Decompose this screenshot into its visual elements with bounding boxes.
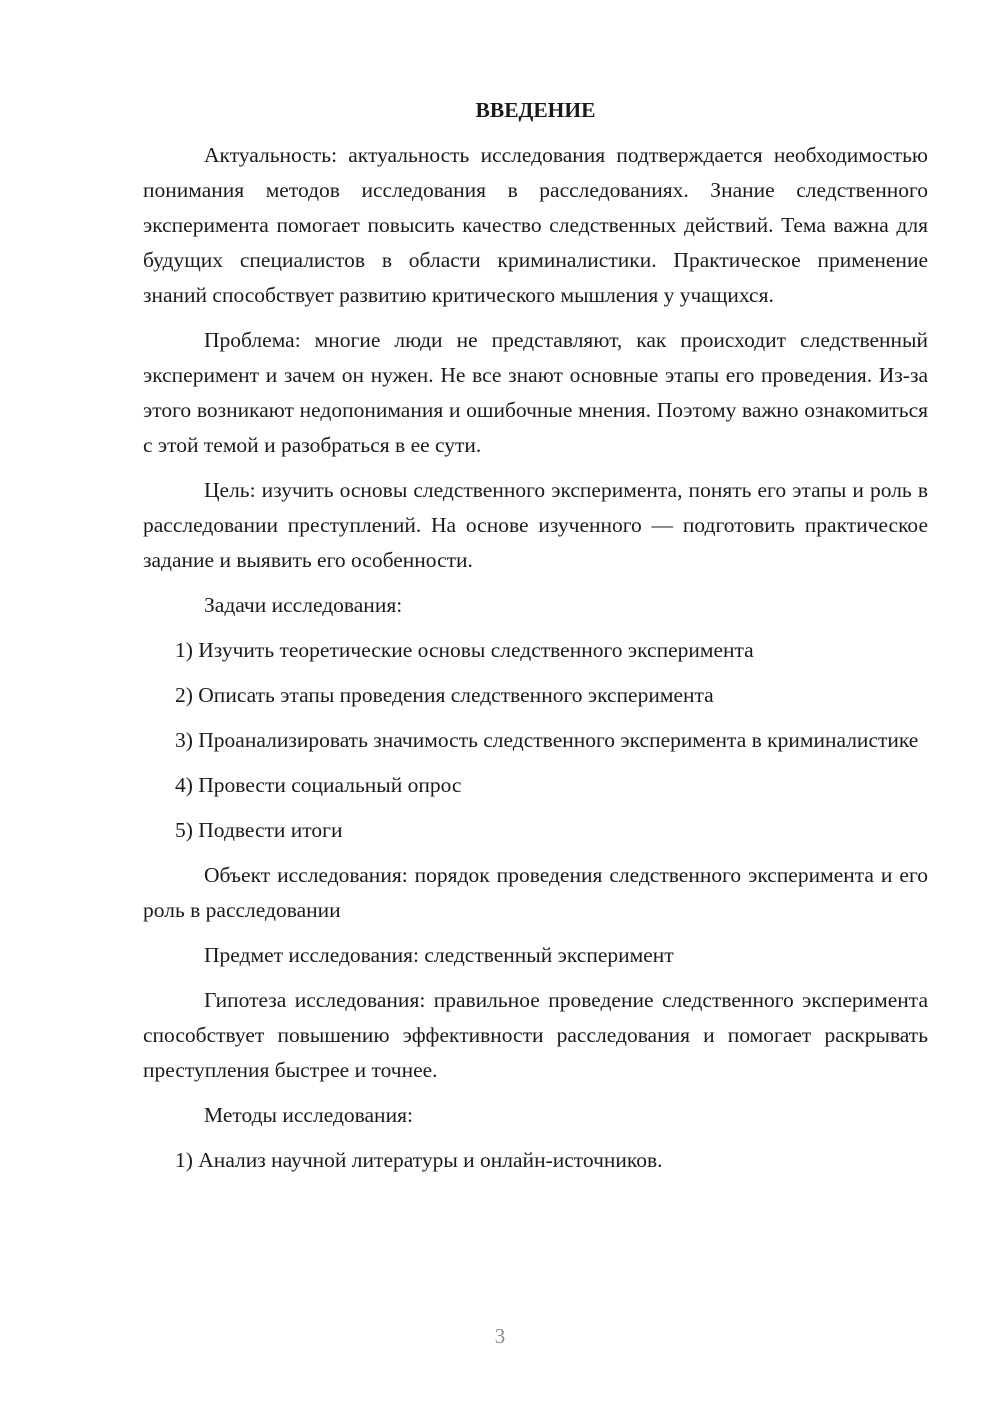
task-item-5: 5) Подвести итоги xyxy=(175,818,343,842)
task-item-4: 4) Провести социальный опрос xyxy=(175,773,462,797)
goal-paragraph: Цель: изучить основы следственного эксперимента, понять его этапы и роль в расследовании преступлений. На основе изученного — подготовить практическое задание и выявить его особенности. xyxy=(143,478,928,572)
relevance-paragraph: Актуальность: актуальность исследования подтверждается необходимостью понимания методов исследования в расследованиях. Знание следственного эксперимента помогает повысить качество следственных действий. Тема важна для будущих специалистов в области криминалистики. Практическое применение знаний способствует развитию критического мышления у учащихся. xyxy=(143,143,928,307)
page-title: ВВЕДЕНИЕ xyxy=(475,98,596,122)
hypothesis-paragraph: Гипотеза исследования: правильное проведение следственного эксперимента способствует повышению эффективности расследования и помогает раскрывать преступления быстрее и точнее. xyxy=(143,988,928,1082)
task-item-2: 2) Описать этапы проведения следственного эксперимента xyxy=(175,683,714,707)
page-content xyxy=(143,93,928,1188)
problem-paragraph: Проблема: многие люди не представляют, как происходит следственный эксперимент и зачем он нужен. Не все знают основные этапы его проведения. Из-за этого возникают недопонимания и ошибочные мнения. Поэтому важно ознакомиться с этой темой и разобраться в ее сути. xyxy=(143,328,928,457)
tasks-heading: Задачи исследования: xyxy=(204,593,403,617)
page-number: 3 xyxy=(494,1324,506,1348)
task-item-3: 3) Проанализировать значимость следственного эксперимента в криминалистике xyxy=(175,728,919,752)
methods-heading: Методы исследования: xyxy=(204,1103,413,1127)
object-paragraph: Объект исследования: порядок проведения следственного эксперимента и его роль в расследовании xyxy=(143,863,928,922)
task-item-1: 1) Изучить теоретические основы следственного эксперимента xyxy=(175,638,754,662)
subject-paragraph: Предмет исследования: следственный эксперимент xyxy=(204,943,674,967)
method-item-1: 1) Анализ научной литературы и онлайн-источников. xyxy=(175,1148,663,1172)
